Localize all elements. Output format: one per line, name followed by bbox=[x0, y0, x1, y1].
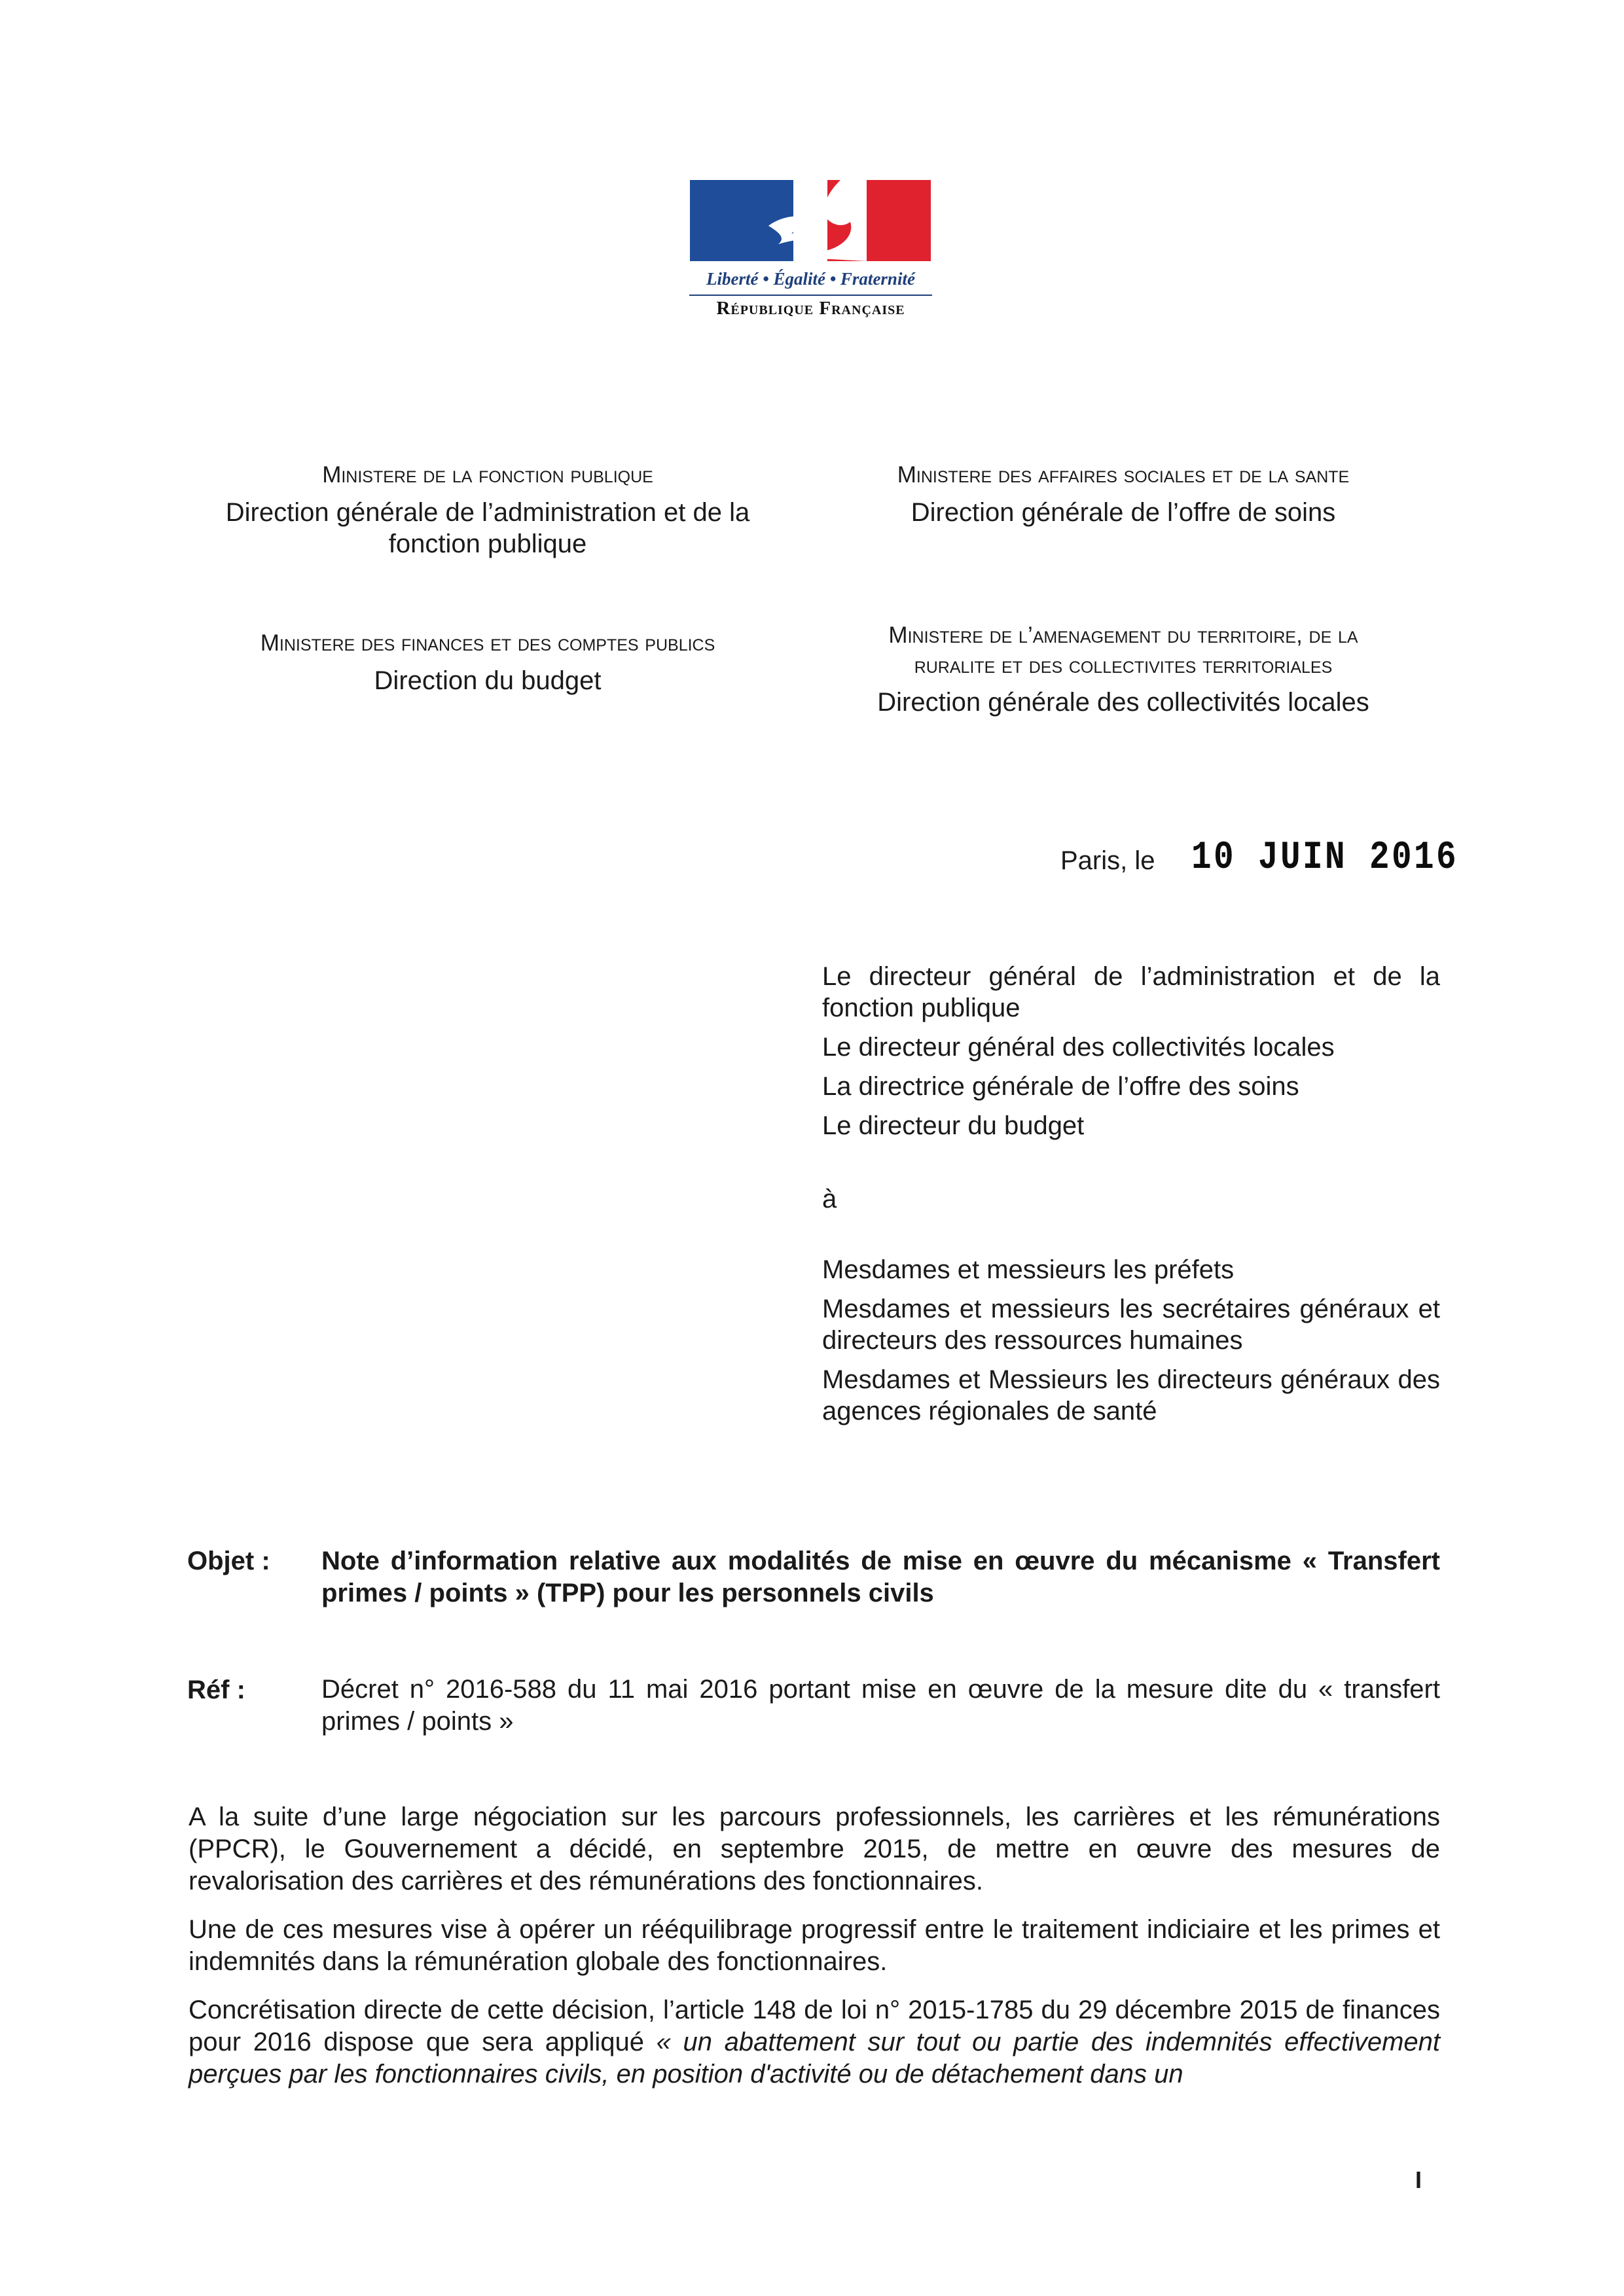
body-paragraph: A la suite d’une large négociation sur les parcours professionnels, les carrières et les rémunérations (PPCR), le Gouvernement a décidé, en septembre 2015, de mettre en œuvre des mesures de revalorisation des carrières et des rémunérations des fonctionnaires. bbox=[189, 1803, 1440, 1895]
to-word: à bbox=[822, 1185, 837, 1213]
ministry-direction: Direction générale des collectivités locales bbox=[877, 688, 1369, 717]
republique-francaise-logo bbox=[688, 180, 933, 331]
recipient-line: Mesdames et messieurs les préfets bbox=[822, 1255, 1235, 1284]
sender-line: Le directeur du budget bbox=[822, 1111, 1085, 1140]
subject-text: Note d’information relative aux modalités de mise en œuvre du mécanisme « Transfert primes / points » (TPP) pour les personnels civils bbox=[321, 1547, 1440, 1607]
page-number: I bbox=[1415, 2166, 1422, 2193]
body-paragraph: Une de ces mesures vise à opérer un rééquilibrage progressif entre le traitement indiciaire et les primes et indemnités dans la rémunération globale des fonctionnaires. bbox=[189, 1915, 1440, 1976]
body-text bbox=[189, 1801, 1440, 2107]
body-quote: « un abattement sur tout ou partie des indemnités effectivement perçues par les fonctionnaires civils, en position d'activité ou de détachement dans un bbox=[189, 2028, 1440, 2089]
date-stamp: 10 JUIN 2016 bbox=[1191, 836, 1459, 880]
marianne-profile-icon bbox=[729, 180, 867, 261]
recipient-line: Mesdames et Messieurs les directeurs généraux des agences régionales de santé bbox=[822, 1365, 1440, 1426]
ministry-name: Ministere de la fonction publique bbox=[322, 462, 653, 488]
subject-label: Objet : bbox=[187, 1547, 270, 1575]
ministry-affaires-sociales bbox=[842, 460, 1405, 528]
body-paragraph bbox=[189, 1994, 1440, 2090]
senders-block bbox=[822, 961, 1440, 1149]
ministry-direction: Direction du budget bbox=[374, 666, 602, 695]
body-paragraph-intro: Concrétisation directe de cette décision, l’article 148 de loi n° 2015-1785 du 29 décembre 2015 de finances pour 2016 dispose que sera appliqué bbox=[189, 1996, 1440, 2056]
ministry-name: Ministere des affaires sociales et de la sante bbox=[897, 462, 1350, 488]
date-label: Paris, le bbox=[1060, 846, 1155, 875]
ministry-amenagement-territoire bbox=[842, 620, 1405, 719]
ministry-name: Ministere de l’amenagement du territoire, de la ruralite et des collectivites territoriales bbox=[888, 622, 1358, 678]
sender-line: Le directeur général de l’administration et de la fonction publique bbox=[822, 962, 1440, 1022]
ministry-finances bbox=[206, 628, 769, 696]
logo-motto: Liberté • Égalité • Fraternité bbox=[706, 269, 915, 289]
sender-line: La directrice générale de l’offre des soins bbox=[822, 1072, 1299, 1101]
logo-republique: République Française bbox=[716, 298, 905, 319]
ministry-direction: Direction générale de l’administration et de la fonction publique bbox=[225, 497, 750, 559]
reference-label: Réf : bbox=[187, 1676, 245, 1704]
ministry-direction: Direction générale de l’offre de soins bbox=[911, 497, 1336, 527]
recipient-line: Mesdames et messieurs les secrétaires généraux et directeurs des ressources humaines bbox=[822, 1295, 1440, 1355]
reference-text: Décret n° 2016-588 du 11 mai 2016 portant mise en œuvre de la mesure dite du « transfert primes / points » bbox=[321, 1675, 1440, 1736]
logo-divider bbox=[689, 295, 932, 296]
flag-emblem bbox=[690, 180, 931, 261]
recipients-block bbox=[822, 1254, 1440, 1435]
ministry-fonction-publique bbox=[206, 460, 769, 560]
sender-line: Le directeur général des collectivités locales bbox=[822, 1033, 1335, 1062]
ministry-name: Ministere des finances et des comptes publics bbox=[260, 630, 715, 656]
